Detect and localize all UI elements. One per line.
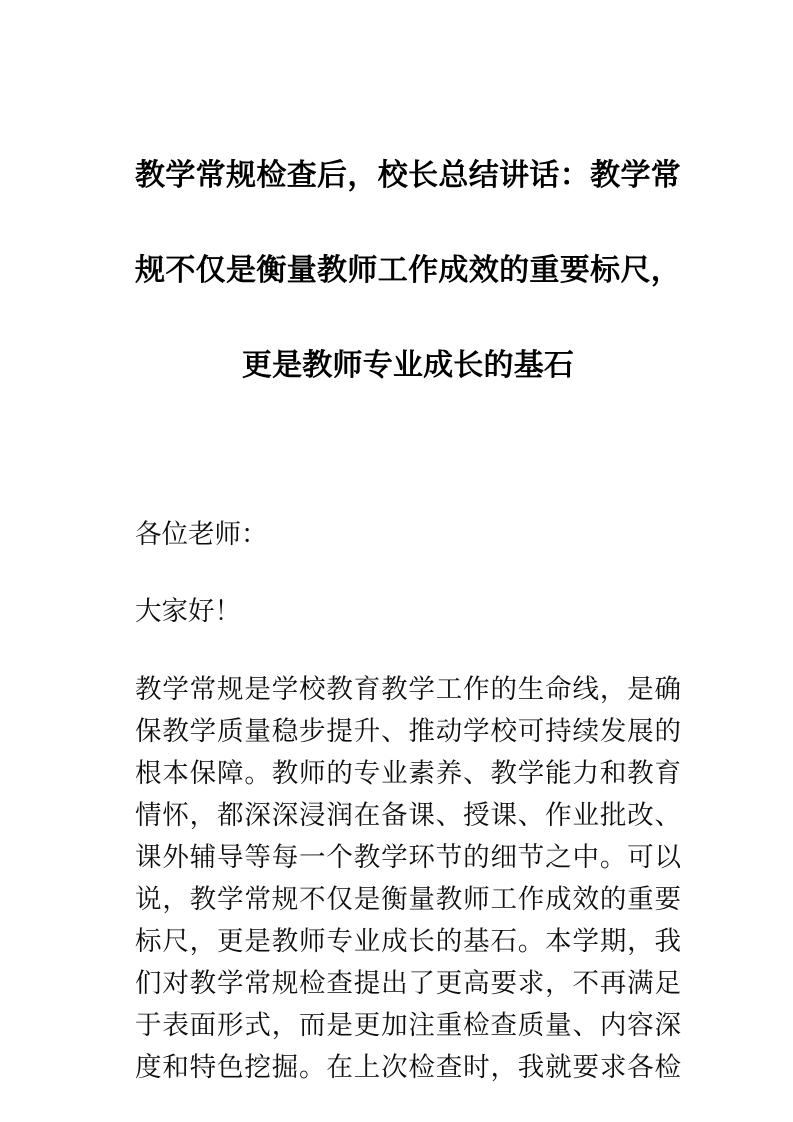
greeting-line: 大家好！ <box>135 596 241 627</box>
page-title: 教学常规检查后，校长总结讲话：教学常规不仅是衡量教师工作成效的重要标尺，更是教师专业成长的基石 <box>135 158 681 383</box>
document-content-column <box>135 0 681 1089</box>
body-paragraph: 教学常规是学校教育教学工作的生命线，是确保教学质量稳步提升、推动学校可持续发展的根本保障。教师的专业素养、教学能力和教育情怀，都深深浸润在备课、授课、作业批改、课外辅导等每一个教学环节的细节之中。可以说，教学常规不仅是衡量教师工作成效的重要标尺，更是教师专业成长的基石。本学期，我们对教学常规检查提出了更高要求，不再满足于表面形式，而是更加注重检查质量、内容深度和特色挖掘。在上次检查时，我就要求各检 <box>135 674 681 1083</box>
salutation-line: 各位老师： <box>135 519 268 550</box>
